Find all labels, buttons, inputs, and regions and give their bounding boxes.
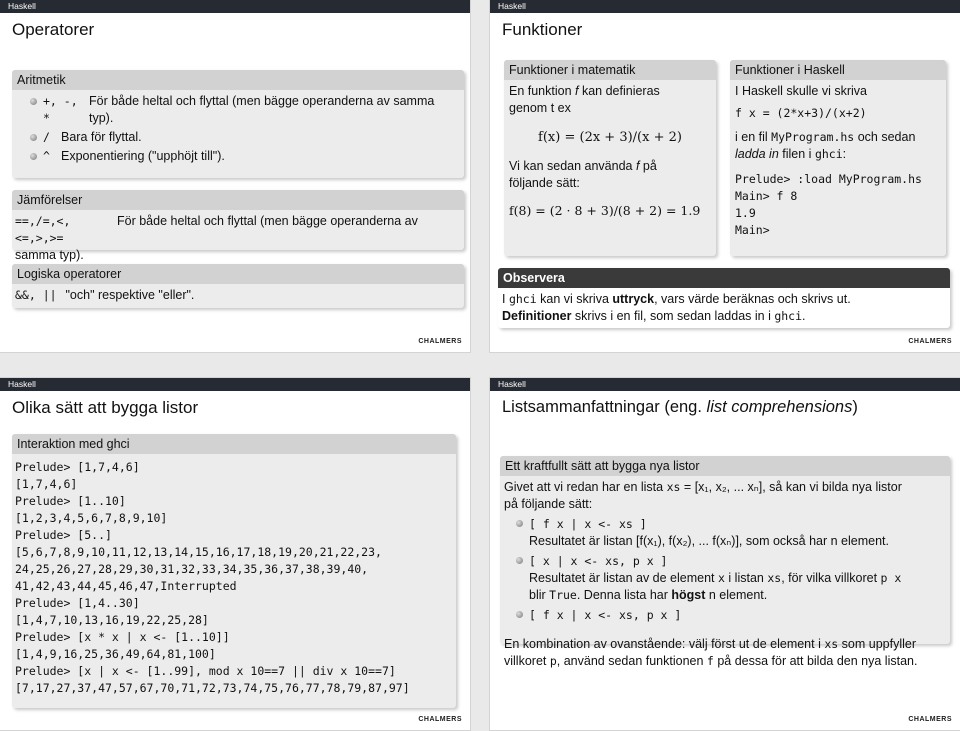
code-line: [7,17,27,37,47,57,67,70,71,72,73,74,75,76,77,78,79,87,97] [15, 681, 410, 695]
block-haskell: Funktioner i Haskell I Haskell skulle vi skriva f x = (2*x+3)/(x+2) i en fil MyProgram.hs och sedan ladda in filen i ghci: Prelude> :load MyProgram.hs Main> f 8 1.9 Main> [730, 60, 946, 256]
code-line: Prelude> [x * x | x <- [1..10]] [15, 630, 230, 644]
block-title: Ett kraftfullt sätt att bygga nya listor [500, 456, 950, 476]
block-jamforelser: Jämförelser ==,/=,<,<=,>,>= För både heltal och flyttal (men bägge operanderna av samma typ). [12, 190, 464, 250]
code-line: [1,2,3,4,5,6,7,8,9,10] [15, 511, 168, 525]
code-line: Prelude> :load MyProgram.hs [735, 172, 922, 186]
code-line: Main> [735, 223, 770, 237]
block-logiska: Logiska operatorer &&, || "och" respektive "eller". [12, 264, 464, 308]
block-matematik: Funktioner i matematik En funktion f kan definieras genom t ex f(x) = (2x + 3)/(x + 2) Vi kan sedan använda f på följande sätt: f(8) = (2 · 8 + 3)/(8 + 2) = 1.9 [504, 60, 716, 256]
block-observera: Observera I ghci kan vi skriva uttryck, vars värde beräknas och skrivs ut. Definitioner skrivs i en fil, som sedan laddas in i ghci. [498, 268, 950, 328]
slide-operatorer [0, 0, 470, 352]
slide-header: Haskell [0, 0, 470, 13]
block-title: Observera [498, 268, 950, 288]
block-kraftfullt: Ett kraftfullt sätt att bygga nya listor Givet att vi redan har en lista xs = [x₁, x₂, ... xₙ], så kan vi bilda nya listor på följande sätt: [ f x | x <- xs ] Resultatet är listan [f(x₁), f(x₂), ... f(xₙ)], som också har n element. [ x | x <- xs, p x ] Resultatet är listan av de element x i listan xs, för vilka villkoret p x blir True. Denna lista har högst n element. [ f x | x <- xs, p x ] [500, 456, 950, 644]
list-item: ^ Exponentiering ("upphöjt till"). [30, 148, 459, 165]
math-equation: f(x) = (2x + 3)/(x + 2) [538, 130, 682, 145]
slide-header: Haskell [490, 0, 960, 13]
code-line: Prelude> [x | x <- [1..99], mod x 10==7 || div x 10==7] [15, 664, 396, 678]
bullet-icon [30, 153, 37, 160]
chalmers-logo: CHALMERS [418, 338, 462, 345]
slide-header: Haskell [0, 378, 470, 391]
bullet-icon [516, 520, 523, 527]
chalmers-logo: CHALMERS [908, 716, 952, 723]
list-item: [ f x | x <- xs, p x ] [504, 607, 945, 624]
list-item: [ f x | x <- xs ] Resultatet är listan [f(x₁), f(x₂), ... f(xₙ)], som också har n element. [504, 516, 945, 550]
chalmers-logo: CHALMERS [908, 338, 952, 345]
block-ghci [12, 434, 456, 708]
code-line: f x = (2*x+3)/(x+2) [735, 106, 867, 120]
code-line: [1,4,9,16,25,36,49,64,81,100] [15, 647, 216, 661]
list-item: +, -, * För både heltal och flyttal (men bägge operanderna av samma typ). [30, 93, 459, 127]
summary-text: En kombination av ovanstående: välj först ut de element i xs som uppfyller villkoret p, använd sedan funktionen f på dessa för att bilda den nya listan. [504, 637, 918, 668]
block-title: Aritmetik [12, 70, 464, 90]
code-line: [1,7,4,6] [15, 477, 78, 491]
slide-title: Listsammanfattningar (eng. list comprehensions) [502, 398, 858, 416]
code-line: 41,42,43,44,45,46,47,Interrupted [15, 579, 237, 593]
code-line: 1.9 [735, 206, 756, 220]
block-title: Interaktion med ghci [12, 434, 456, 454]
code-line: Prelude> [5..] [15, 528, 112, 542]
bullet-icon [516, 557, 523, 564]
list-item: / Bara för flyttal. [30, 129, 459, 146]
chalmers-logo: CHALMERS [418, 716, 462, 723]
bullet-icon [30, 134, 37, 141]
block-title: Funktioner i Haskell [730, 60, 946, 80]
code-line: Main> f 8 [735, 189, 798, 203]
code-line: [5,6,7,8,9,10,11,12,13,14,15,16,17,18,19,20,21,22,23, [15, 545, 382, 559]
code-line: 24,25,26,27,28,29,30,31,32,33,34,35,36,37,38,39,40, [15, 562, 369, 576]
code-line: Prelude> [1..10] [15, 494, 126, 508]
code-line: [1,4,7,10,13,16,19,22,25,28] [15, 613, 209, 627]
bullet-icon [30, 98, 37, 105]
bullet-icon [516, 611, 523, 618]
slide-bygga-listor [0, 378, 470, 730]
math-equation: f(8) = (2 · 8 + 3)/(8 + 2) = 1.9 [509, 203, 701, 218]
slide-title: Funktioner [502, 20, 583, 39]
slide-title: Olika sätt att bygga listor [12, 398, 199, 417]
list-item: [ x | x <- xs, p x ] Resultatet är listan av de element x i listan xs, för vilka villkoret p x blir True. Denna lista har högst n element. [504, 553, 945, 604]
code-line: Prelude> [1,4..30] [15, 596, 140, 610]
slide-funktioner [490, 0, 960, 352]
slide-header: Haskell [490, 378, 960, 391]
slide-listsammanfattningar [490, 378, 960, 730]
block-aritmetik [12, 70, 464, 178]
block-title: Funktioner i matematik [504, 60, 716, 80]
slide-title: Operatorer [12, 20, 95, 39]
block-title: Jämförelser [12, 190, 464, 210]
code-line: Prelude> [1,7,4,6] [15, 460, 140, 474]
block-title: Logiska operatorer [12, 264, 464, 284]
